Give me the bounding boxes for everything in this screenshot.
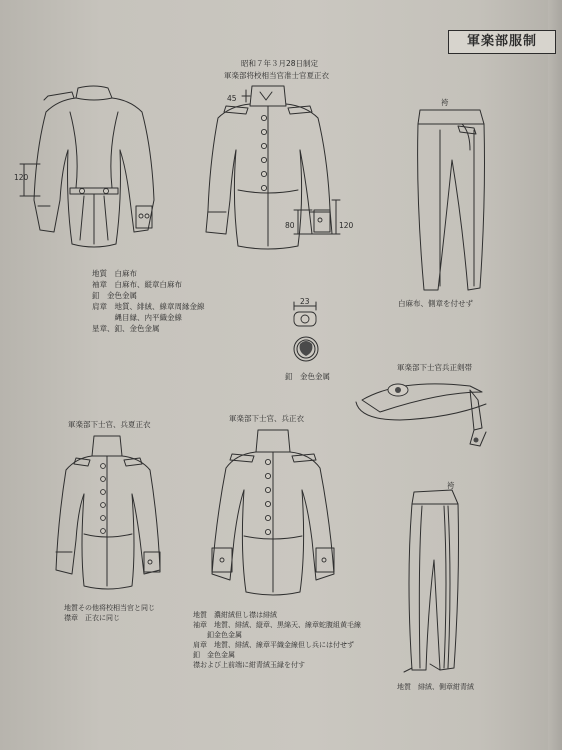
spec-line: 袖章 地質、緋絨、縦章、黒綿天、線章蛇腹組黄毛線 [193, 621, 361, 629]
spec-line: 肩章 地質、緋絨、線章平織金線但し兵には付せず [193, 641, 354, 649]
sword-belt-drawing [356, 384, 486, 446]
bottom-trousers-caption: 地質 緋絨、側章紺青絨 [397, 683, 474, 691]
bottom-trousers-drawing [404, 490, 459, 672]
spec-line: 釦 金色金属 [193, 651, 235, 659]
bottom-mid-jacket-title: 軍楽部下士官、兵正衣 [229, 414, 304, 423]
button-caption: 釦 金色金属 [285, 372, 330, 381]
dimension-cuff-80: 80 [285, 221, 295, 230]
spec-line: 星章、釦、金色金属 [92, 324, 160, 333]
enactment-date: 昭和７年３月28日制定 [241, 59, 319, 68]
spec-line: 襟章 正衣に同じ [64, 614, 120, 622]
sword-belt-caption: 軍楽部下士官兵正剣帯 [397, 363, 472, 372]
bottom-trousers-label: 袴 [447, 481, 455, 490]
spec-line: 釦 金色金属 [92, 291, 137, 300]
spec-line: 地質その他将校相当官と同じ [64, 604, 155, 612]
bottom-left-jacket-drawing [56, 436, 160, 589]
dimension-cuff-120-right: 120 [339, 221, 354, 230]
top-trousers-label: 袴 [441, 98, 449, 107]
spec-line: 釦金色金属 [193, 631, 242, 639]
spec-line: 地質 白麻布 [92, 269, 137, 278]
spec-line: 肩章 地質、緋絨、線章周縁金線 [92, 302, 205, 311]
spec-line: 袖章 白麻布、縦章白麻布 [92, 280, 182, 289]
bottom-left-jacket-title: 軍楽部下士官、兵夏正衣 [68, 420, 151, 429]
button-dimension-23: 23 [300, 297, 310, 306]
button-detail [294, 302, 318, 361]
top-jacket-front-view [206, 86, 340, 249]
spec-line: 襟および上前端に紺青絨玉縁を付す [193, 661, 305, 669]
spec-line: 縄目縁、内平織金線 [92, 313, 182, 322]
dimension-cuff-120-left: 120 [14, 173, 29, 182]
bottom-mid-jacket-drawing [212, 430, 334, 595]
spec-line: 地質 濃紺絨但し襟は緋絨 [193, 611, 277, 619]
dimension-collar-45: 45 [227, 94, 237, 103]
top-jacket-title: 軍楽部将校相当官准士官夏正衣 [224, 71, 329, 80]
top-trousers-caption: 白麻布、側章を付せず [398, 299, 473, 308]
top-jacket-back-view [20, 86, 154, 247]
section-header-title: 軍楽部服制 [466, 34, 537, 49]
top-trousers-drawing [418, 110, 485, 290]
